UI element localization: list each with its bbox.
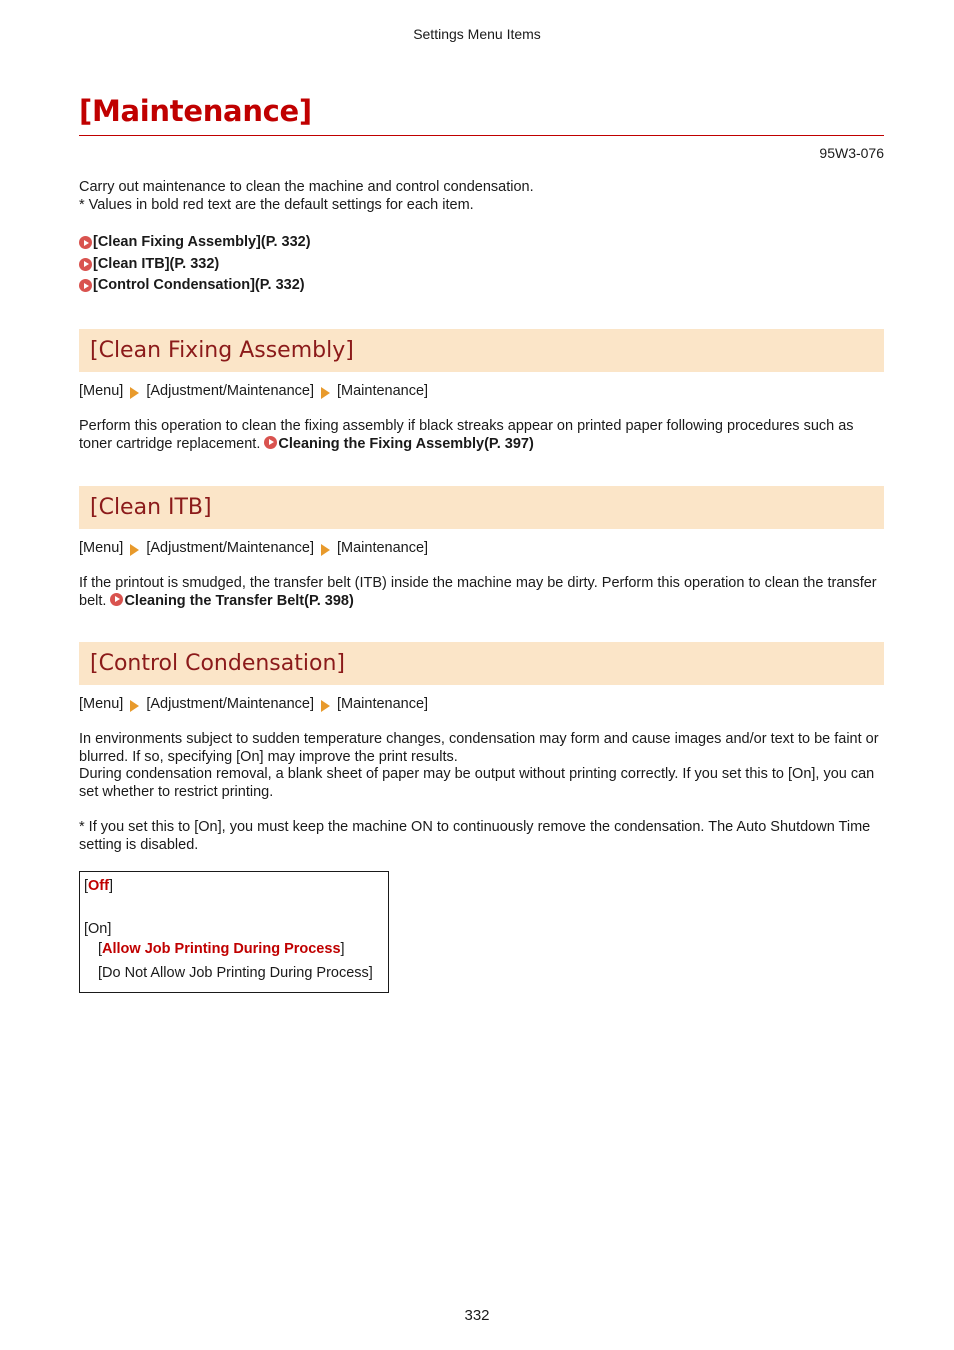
circle-arrow-icon [79,236,92,249]
section-title: [Clean Fixing Assembly] [90,338,354,363]
link-clean-itb[interactable] [79,256,311,278]
title-divider [79,135,884,136]
intro-line-1: Carry out maintenance to clean the machine and control condensation. [79,179,534,195]
intro-line-2: * Values in bold red text are the default settings for each item. [79,196,474,213]
breadcrumb-item: [Adjustment/Maintenance] [146,696,314,712]
body-text: Perform this operation to clean the fixing assembly if black streaks appear on printed paper following procedures such as toner cartridge replacement. [79,418,854,452]
circle-arrow-icon [79,258,92,271]
breadcrumb [79,696,428,713]
triangle-right-icon [321,700,330,712]
section-header-clean-fixing-assembly [79,329,884,372]
breadcrumb-item: [Menu] [79,540,124,556]
circle-arrow-icon [79,279,92,292]
page-number: 332 [464,1307,490,1324]
option-allow-job-printing: [Allow Job Printing During Process] [98,941,345,957]
breadcrumb-item: [Menu] [79,383,124,399]
triangle-right-icon [321,387,330,399]
triangle-right-icon [130,387,139,399]
option-do-not-allow-job-printing: [Do Not Allow Job Printing During Process] [98,965,373,981]
link-clean-fixing-assembly[interactable] [79,234,311,256]
link-label[interactable]: [Clean Fixing Assembly](P. 332) [93,234,311,250]
triangle-right-icon [130,544,139,556]
reference-link[interactable]: Cleaning the Fixing Assembly(P. 397) [278,435,534,452]
section-header-control-condensation [79,642,884,685]
body-text-2: During condensation removal, a blank sheet of paper may be output without printing correctly. If you set this to [On], you can set whether to restrict printing. [79,766,875,800]
section-links [79,234,311,299]
breadcrumb-item: [Maintenance] [337,383,429,399]
option-off: [Off] [84,878,113,894]
breadcrumb-item: [Adjustment/Maintenance] [146,383,314,399]
breadcrumb-item: [Menu] [79,696,124,712]
breadcrumb-item: [Maintenance] [337,540,429,556]
running-header: Settings Menu Items [413,26,541,42]
circle-arrow-icon [110,593,123,606]
circle-arrow-icon [264,436,277,449]
reference-link[interactable]: Cleaning the Transfer Belt(P. 398) [124,592,354,609]
section-body [79,731,885,801]
section-note: * If you set this to [On], you must keep the machine ON to continuously remove the condensation. The Auto Shutdown Time setting is disabled. [79,819,871,853]
breadcrumb [79,540,428,557]
section-body [79,575,885,610]
triangle-right-icon [130,700,139,712]
section-header-clean-itb [79,486,884,529]
default-value: Allow Job Printing During Process [102,941,341,957]
breadcrumb-item: [Adjustment/Maintenance] [146,540,314,556]
breadcrumb [79,383,428,400]
triangle-right-icon [321,544,330,556]
breadcrumb-item: [Maintenance] [337,696,429,712]
body-text: If the printout is smudged, the transfer belt (ITB) inside the machine may be dirty. Perform this operation to clean the transfer belt. [79,575,877,609]
page-title: [Maintenance] [79,94,312,128]
link-label[interactable]: [Control Condensation](P. 332) [93,277,305,293]
document-code: 95W3-076 [819,145,884,161]
default-value: Off [88,878,109,894]
body-text-1: In environments subject to sudden temperature changes, condensation may form and cause images and/or text to be faint or blurred. If so, specifying [On] may improve the print results. [79,731,879,765]
link-control-condensation[interactable] [79,277,311,299]
intro-text [79,179,885,214]
section-body [79,418,885,453]
option-on: [On] [84,921,112,937]
section-title: [Control Condensation] [90,651,345,676]
link-label[interactable]: [Clean ITB](P. 332) [93,255,220,272]
section-title: [Clean ITB] [90,495,212,520]
options-box [79,871,389,993]
